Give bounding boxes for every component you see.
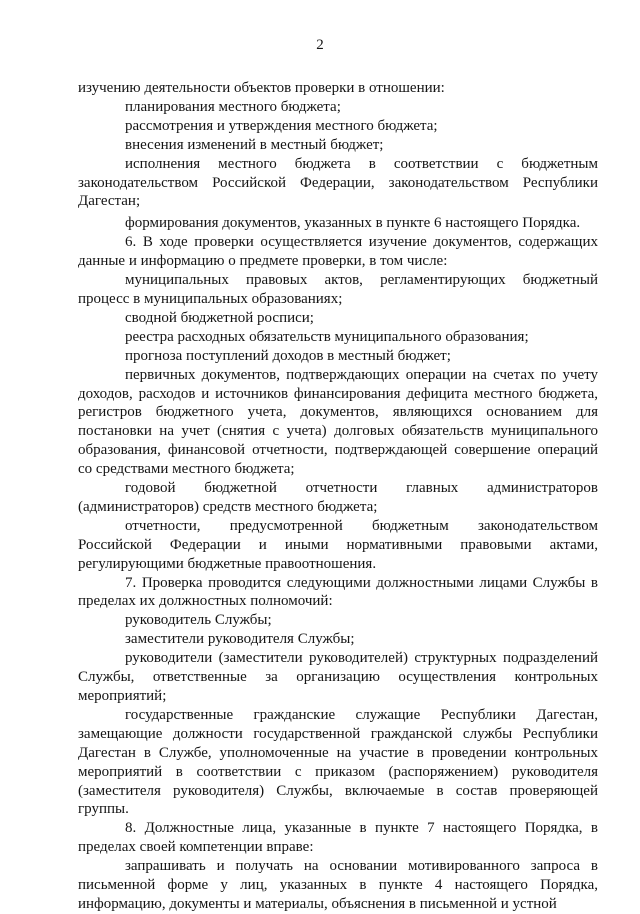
clause-6: 6. В ходе проверки осуществляется изучение документов, содержащих данные и информацию о предмете проверки, в том числе: — [78, 234, 598, 270]
paragraph-intro: изучению деятельности объектов проверки в отношении: — [78, 80, 445, 96]
list-item-annual-reporting: годовой бюджетной отчетности главных администраторов (администраторов) средств местного бюджета; — [78, 480, 598, 515]
list-item-primary-documents: первичных документов, подтверждающих операции на счетах по учету доходов, расходов и источников финансирования дефицита местного бюджета, регистров бюджетного учета, документов, являющихся основанием для постановки на учет (снятия с учета) долговых обязательств муниципального образования, финансовой отчетности, подтверждающей совершение операций со средствами местного бюджета; — [78, 366, 598, 478]
clause-8: 8. Должностные лица, указанные в пункте 7 настоящего Порядка, в пределах своей компетенции вправе: — [78, 820, 598, 856]
list-item-revenue-forecast: прогноза поступлений доходов в местный бюджет; — [125, 347, 451, 364]
list-item-amendments: внесения изменений в местный бюджет; — [125, 136, 384, 153]
list-item-documents: формирования документов, указанных в пункте 6 настоящего Порядка. — [125, 215, 581, 232]
list-item-execution: исполнения местного бюджета в соответствии с бюджетным законодательством Российской Федерации, законодательством Республики Дагестан; — [78, 155, 598, 210]
document-body — [78, 79, 598, 914]
list-item-civil-servants: государственные гражданские служащие Республики Дагестан, замещающие должности государственной гражданской службы Республики Дагестан в Службе, уполномоченные на участие в проведении контрольных мероприятий в соответствии с приказом (распоряжением) руководителя (заместителя руководителя) Службы, включаемые в состав проверяющей группы. — [78, 706, 598, 818]
list-item-unit-heads: руководители (заместители руководителей) структурных подразделений Службы, ответственные за организацию осуществления контрольных мероприятий; — [78, 650, 598, 704]
page-number: 2 — [316, 37, 324, 53]
list-item-obligations-register: реестра расходных обязательств муниципального образования; — [125, 328, 529, 345]
list-item-legal-reporting: отчетности, предусмотренной бюджетным законодательством Российской Федерации и иными нормативными правовыми актами, регулирующими бюджетные правоотношения. — [78, 517, 598, 572]
list-item-deputies: заместители руководителя Службы; — [125, 631, 355, 648]
list-item-budget-schedule: сводной бюджетной росписи; — [125, 309, 314, 326]
list-item-review: рассмотрения и утверждения местного бюджета; — [125, 117, 438, 134]
list-item-head: руководитель Службы; — [125, 612, 272, 629]
clause-7: 7. Проверка проводится следующими должностными лицами Службы в пределах их должностных полномочий: — [78, 574, 598, 610]
list-item-legal-acts: муниципальных правовых актов, регламентирующих бюджетный процесс в муниципальных образованиях; — [78, 272, 598, 307]
list-item-request: запрашивать и получать на основании мотивированного запроса в письменной форме у лиц, указанных в пункте 4 настоящего Порядка, информацию, документы и материалы, объяснения в письменной и устной — [78, 858, 598, 912]
list-item-planning: планирования местного бюджета; — [125, 98, 341, 115]
